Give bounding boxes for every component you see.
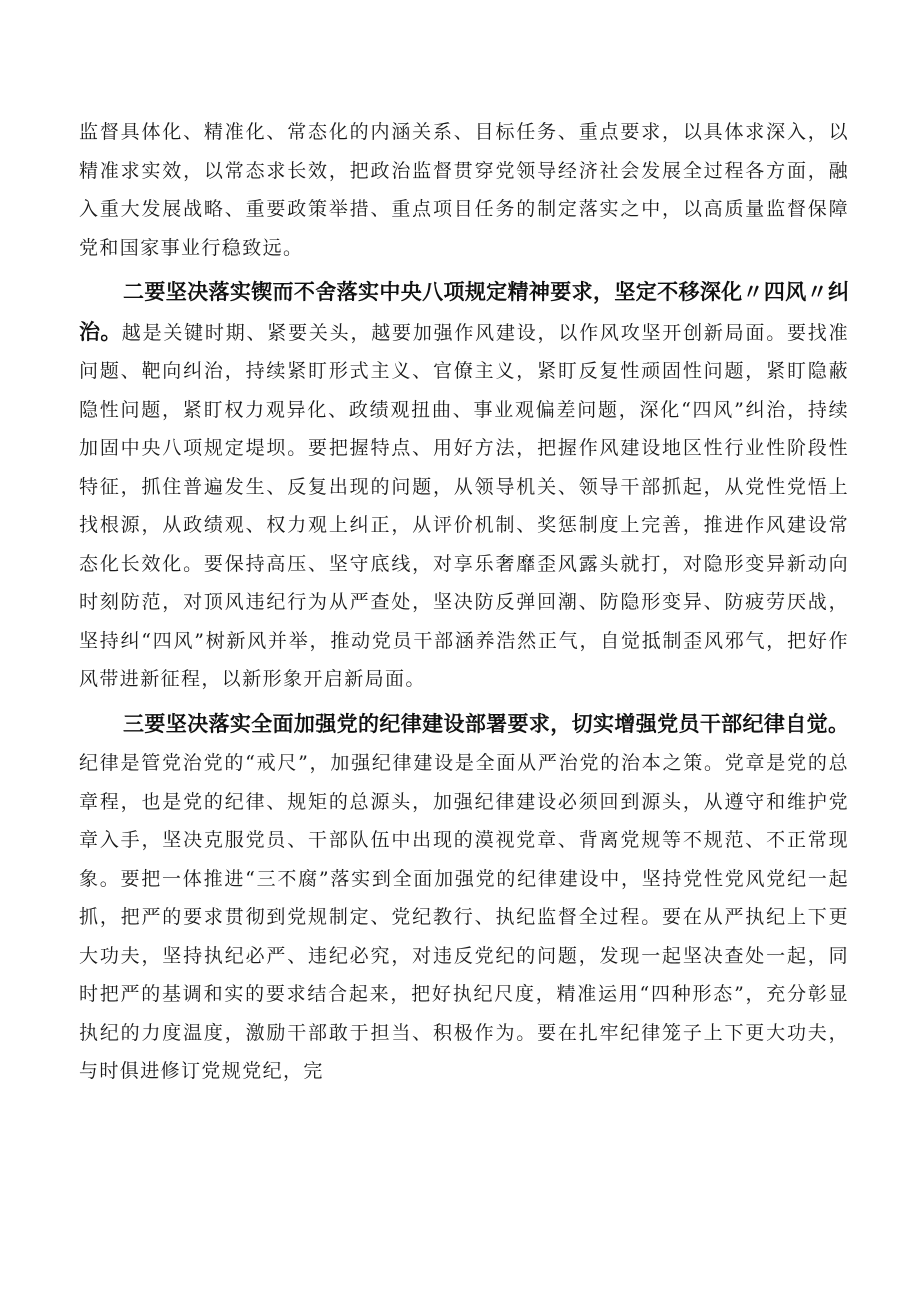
paragraph-heading: 二要坚决落实锲而不舍落实中央八项规定精神要求，坚定不移深化〃四风〃纠治。 bbox=[79, 280, 849, 344]
document-page bbox=[79, 113, 849, 1091]
paragraph-body: 监督具体化、精准化、常态化的内涵关系、目标任务、重点要求，以具体求深入，以精准求实效，以常态求长效，把政治监督贯穿党领导经济社会发展全过程各方面，融入重大发展战略、重要政策举措、重点项目任务的制定落实之中，以高质量监督保障党和国家事业行稳致远。 bbox=[79, 121, 849, 259]
paragraph-political-supervision bbox=[79, 113, 849, 267]
paragraph-heading: 三要坚决落实全面加强党的纪律建设部署要求，切实增强党员干部纪律自觉。 bbox=[123, 711, 849, 736]
paragraph-body: 纪律是管党治党的“戒尺”，加强纪律建设是全面从严治党的治本之策。党章是党的总章程，也是党的纪律、规矩的总源头，加强纪律建设必须回到源头，从遵守和维护党章入手，坚决克服党员、干部队伍中出现的漠视党章、背离党规等不规范、不正常现象。要把一体推进“三不腐”落实到全面加强党的纪律建设中，坚持党性党风党纪一起抓，把严的要求贯彻到党规制定、党纪教行、执纪监督全过程。要在从严执纪上下更大功夫，坚持执纪必严、违纪必究，对违反党纪的问题，发现一起坚决查处一起，同时把严的基调和实的要求结合起来，把好执纪尺度，精准运用“四种形态”，充分彰显执纪的力度温度，激励干部敢于担当、积极作为。要在扎牢纪律笼子上下更大功夫，与时俱进修订党规党纪，完 bbox=[79, 752, 849, 1082]
paragraph-discipline-building bbox=[79, 705, 849, 1091]
paragraph-body: 越是关键时期、紧要关头，越要加强作风建设，以作风攻坚开创新局面。要找准问题、靶向纠治，持续紧盯形式主义、官僚主义，紧盯反复性顽固性问题，紧盯隐蔽隐性问题，紧盯权力观异化、政绩观扭曲、事业观偏差问题，深化“四风”纠治，持续加固中央八项规定堤坝。要把握特点、用好方法，把握作风建设地区性行业性阶段性特征，抓住普遍发生、反复出现的问题，从领导机关、领导干部抓起，从党性党悟上找根源，从政绩观、权力观上纠正，从评价机制、奖惩制度上完善，推进作风建设常态化长效化。要保持高压、坚守底线，对享乐奢靡歪风露头就打，对隐形变异新动向时刻防范，对顶风违纪行为从严查处，坚决防反弹回潮、防隐形变异、防疲劳厌战，坚持纠“四风”树新风并举，推动党员干部涵养浩然正气，自觉抵制歪风邪气，把好作风带进新征程，以新形象开启新局面。 bbox=[79, 321, 849, 690]
paragraph-style-rectification bbox=[79, 273, 849, 699]
